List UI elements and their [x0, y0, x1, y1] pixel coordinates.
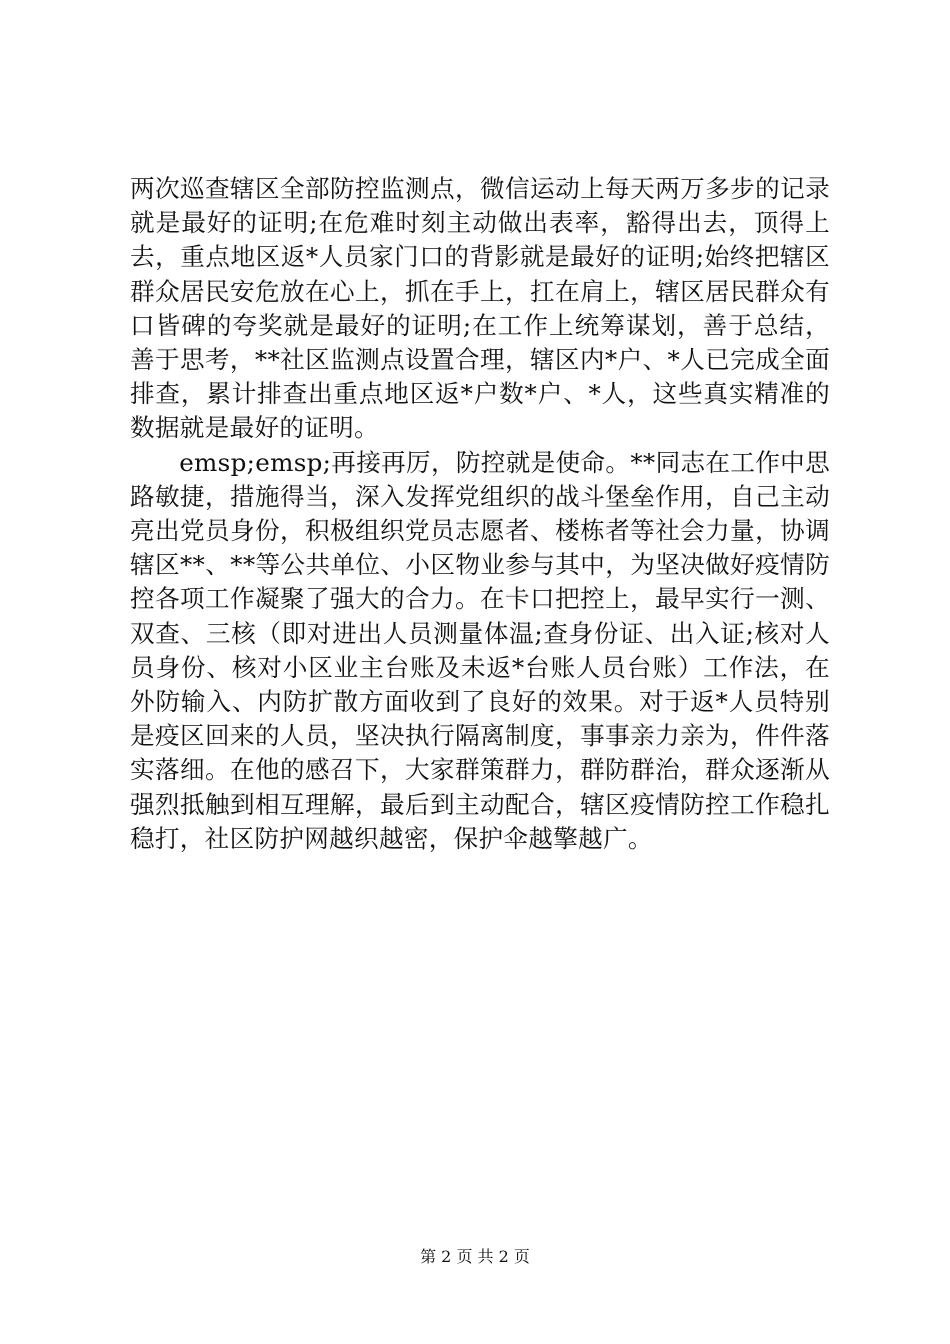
document-body — [130, 172, 830, 856]
body-paragraph-2: emsp;emsp;再接再厉，防控就是使命。**同志在工作中思路敏捷，措施得当，深入发挥党组织的战斗堡垒作用，自己主动亮出党员身份，积极组织党员志愿者、楼栋者等社会力量，协调辖区**、**等公共单位、小区物业参与其中，为坚决做好疫情防控各项工作凝聚了强大的合力。在卡口把控上，最早实行一测、双查、三核（即对进出人员测量体温;查身份证、出入证;核对人员身份、核对小区业主台账及未返*台账人员台账）工作法，在外防输入、内防扩散方面收到了良好的效果。对于返*人员特别是疫区回来的人员，坚决执行隔离制度，事事亲力亲为，件件落实落细。在他的感召下，大家群策群力，群防群治，群众逐渐从强烈抵触到相互理解，最后到主动配合，辖区疫情防控工作稳扎稳打，社区防护网越织越密，保护伞越擎越广。 — [130, 447, 830, 853]
body-paragraph-1: 两次巡查辖区全部防控监测点，微信运动上每天两万多步的记录就是最好的证明;在危难时刻主动做出表率，豁得出去，顶得上去，重点地区返*人员家门口的背影就是最好的证明;始终把辖区群众居民安危放在心上，抓在手上，扛在肩上，辖区居民群众有口皆碑的夸奖就是最好的证明;在工作上统筹谋划，善于总结，善于思考，**社区监测点设置合理，辖区内*户、*人已完成全面排查，累计排查出重点地区返*户数*户、*人，这些真实精准的数据就是最好的证明。 — [130, 174, 830, 443]
page-number-footer: 第 2 页 共 2 页 — [420, 1247, 530, 1266]
